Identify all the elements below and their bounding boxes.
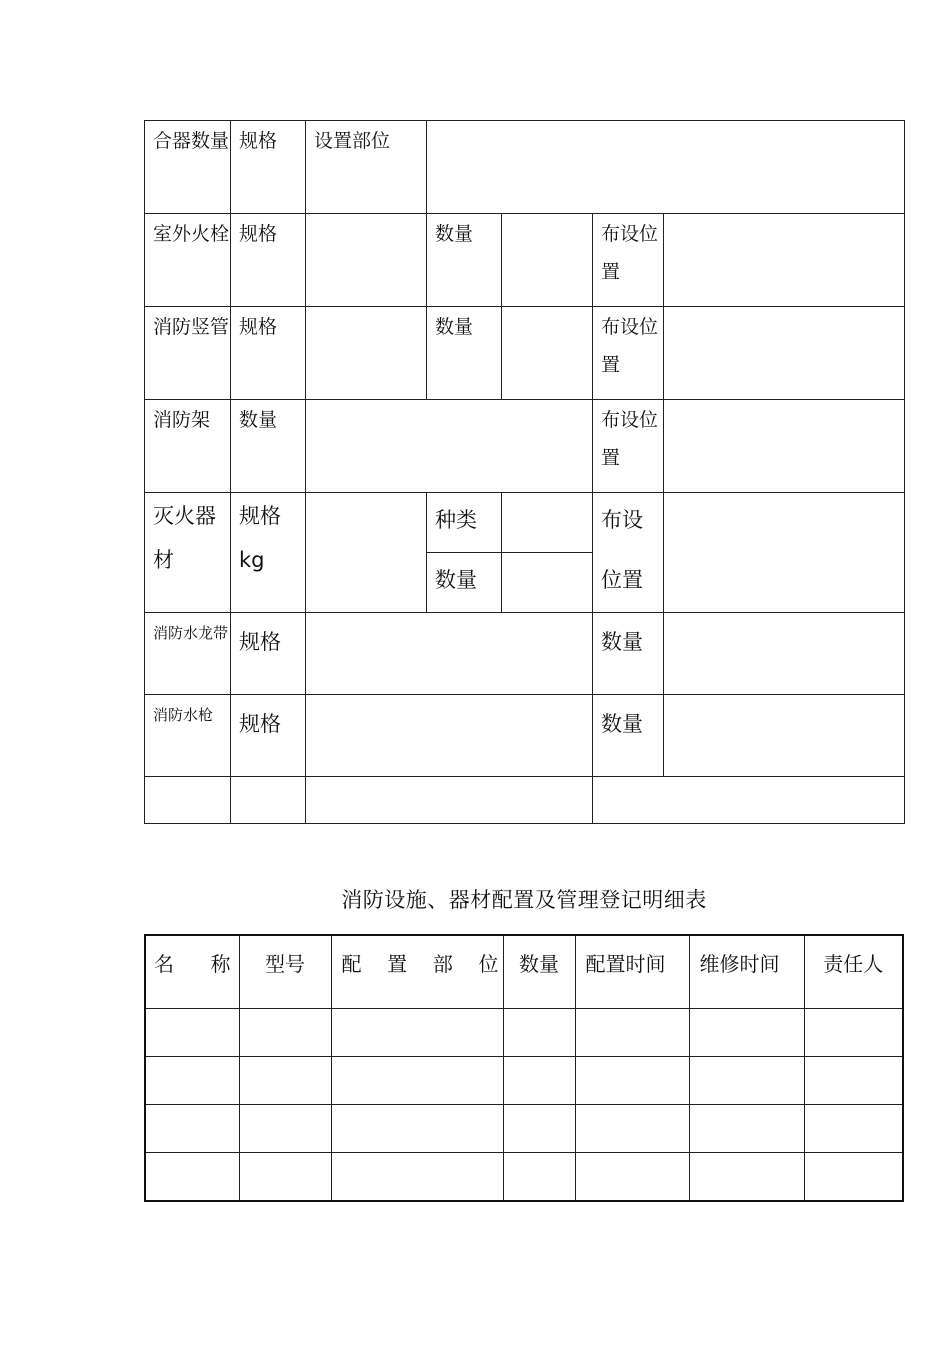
cell-label: 数量 (593, 613, 664, 695)
cell-value (427, 121, 905, 214)
table-row (145, 777, 905, 824)
header-location: 配 置 部 位 (331, 935, 503, 1009)
cell-label: 数量 (231, 400, 306, 493)
header-row (145, 935, 903, 1009)
table-row (145, 1009, 903, 1057)
cell-value (306, 695, 593, 777)
cell-label: 数量 (427, 214, 502, 307)
cell-value (306, 613, 593, 695)
table-row (145, 695, 905, 777)
cell-label: 规格 (231, 695, 306, 777)
cell-value (502, 553, 593, 613)
header-name: 名 称 (145, 935, 239, 1009)
cell-label: 规格 (231, 214, 306, 307)
cell-value (664, 613, 905, 695)
cell-label: 种类 (427, 493, 502, 553)
header-owner: 责任人 (804, 935, 903, 1009)
cell-value (664, 400, 905, 493)
table-row (145, 613, 905, 695)
bushe-label: 布设 (601, 508, 643, 532)
header-quantity: 数量 (503, 935, 575, 1009)
cell-label: 布设位置 (593, 400, 664, 493)
table-title: 消防设施、器材配置及管理登记明细表 (341, 888, 707, 912)
table-row (145, 1153, 903, 1202)
table-row (145, 1057, 903, 1105)
table-row (145, 307, 905, 400)
cell-value (231, 777, 306, 824)
cell-label: 规格 (231, 307, 306, 400)
spec-label: 规格 (239, 504, 281, 528)
unit-label: kg (239, 548, 265, 572)
cell-label (231, 493, 306, 613)
header-model: 型号 (239, 935, 331, 1009)
cell-label: 消防水枪 (145, 695, 231, 777)
cell-label: 合器数量 (145, 121, 231, 214)
cell-value (664, 493, 905, 613)
cell-label: 规格 (231, 613, 306, 695)
cell-value (502, 493, 593, 553)
position-label: 位置 (601, 568, 643, 592)
cell-value (664, 307, 905, 400)
cell-value (664, 695, 905, 777)
table-row (145, 400, 905, 493)
cell-label: 规格 (231, 121, 306, 214)
cell-label: 灭火器材 (145, 493, 231, 613)
registration-table (144, 934, 904, 1202)
cell-value (306, 777, 593, 824)
header-repair-time: 维修时间 (689, 935, 804, 1009)
fire-equipment-table (144, 120, 905, 824)
cell-value (145, 777, 231, 824)
cell-value (306, 307, 427, 400)
cell-value (502, 307, 593, 400)
cell-label: 消防水龙带 (145, 613, 231, 695)
table-row (145, 493, 905, 553)
cell-label: 室外火栓 (145, 214, 231, 307)
cell-label (593, 493, 664, 613)
cell-value (593, 777, 905, 824)
table-row (145, 1105, 903, 1153)
cell-value (306, 400, 593, 493)
cell-value (306, 214, 427, 307)
cell-label: 布设位置 (593, 307, 664, 400)
header-config-time: 配置时间 (575, 935, 689, 1009)
table-row (145, 121, 905, 214)
cell-value (664, 214, 905, 307)
cell-label: 消防竖管 (145, 307, 231, 400)
cell-label: 数量 (593, 695, 664, 777)
cell-value (306, 493, 427, 613)
table-row (145, 214, 905, 307)
cell-label: 消防架 (145, 400, 231, 493)
cell-label: 数量 (427, 553, 502, 613)
cell-label: 数量 (427, 307, 502, 400)
cell-label: 布设位置 (593, 214, 664, 307)
cell-label: 设置部位 (306, 121, 427, 214)
cell-value (502, 214, 593, 307)
